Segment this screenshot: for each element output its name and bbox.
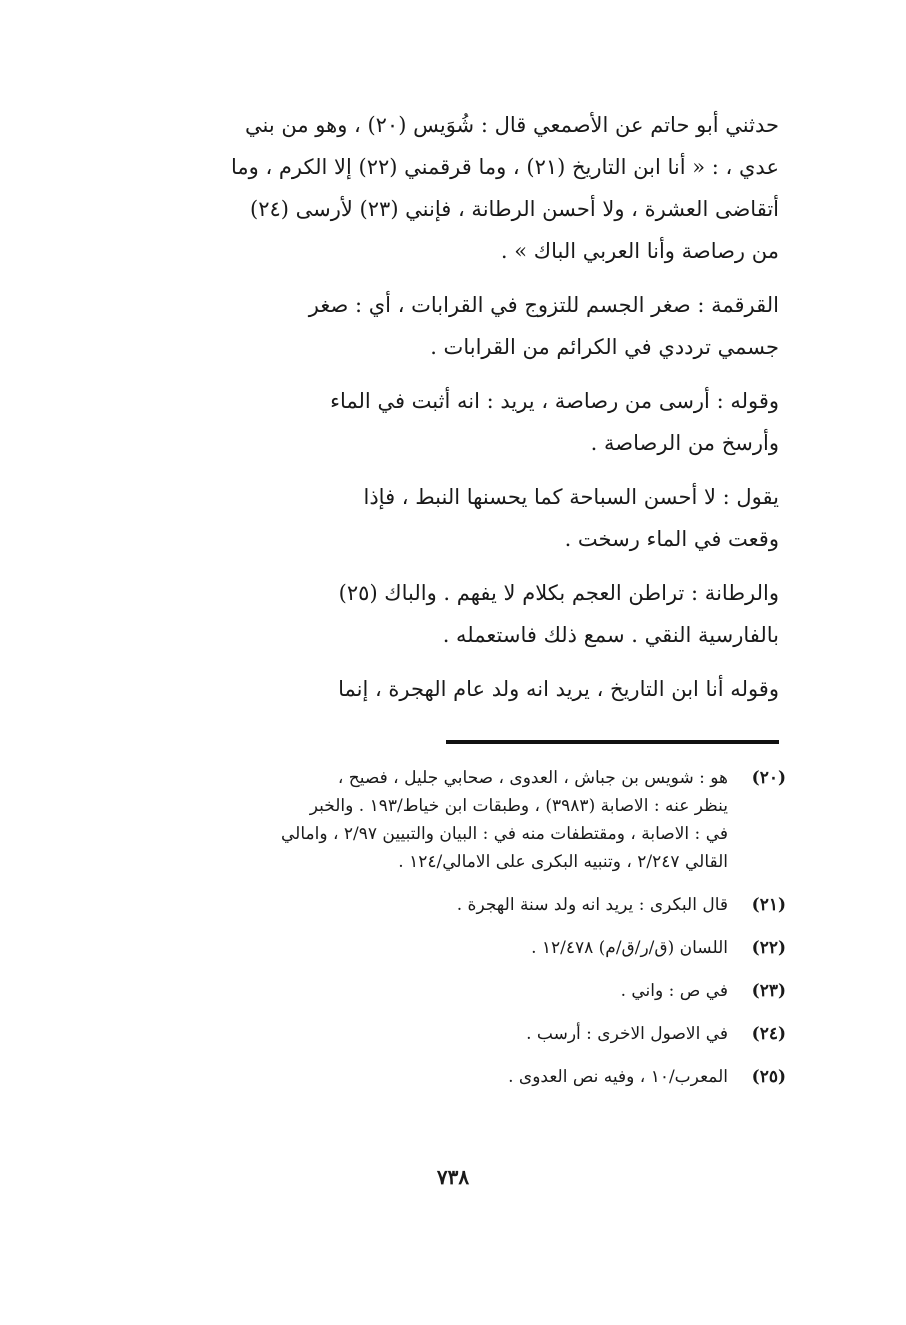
footnote [126,891,786,919]
page-number: ٧٣٨ [436,1165,470,1189]
footnote-number: (٢٣) [751,981,786,1001]
footnote-number: (٢٤) [751,1024,786,1044]
text-line: عدي ، : « أنا ابن التاريخ (٢١) ، وما قرقمني (٢٢) إلا الكرم ، وما [230,155,779,179]
footnote-text: المعرب/١٠ ، وفيه نص العدوى . [508,1067,728,1087]
text-line: بالفارسية النقي . سمع ذلك فاستعمله . [442,623,779,647]
footnote [126,764,786,876]
text-line: وقعت في الماء رسخت . [564,527,779,551]
text-line: وأرسخ من الرصاصة . [590,431,779,455]
footnote-number: (٢٠) [751,768,786,788]
paragraph [129,572,779,656]
paragraph [129,380,779,464]
paragraph [129,476,779,560]
footnote-text: في ص : واني . [620,981,728,1001]
text-line: حدثني أبو حاتم عن الأصمعي قال : شُوَيس (٢٠) ، وهو من بني [245,113,779,137]
footnote [126,1020,786,1048]
text-line: جسمي ترددي في الكرائم من القرابات . [430,335,779,359]
text-line: وقوله : أرسى من رصاصة ، يريد : انه أثبت في الماء [330,389,779,413]
footnote [126,977,786,1005]
footnote [126,1063,786,1091]
footnote-number: (٢٢) [751,938,786,958]
text-line: من رصاصة وأنا العربي الباك » . [500,239,779,263]
footnote-text: قال البكرى : يريد انه ولد سنة الهجرة . [456,895,728,915]
text-line: يقول : لا أحسن السباحة كما يحسنها النبط ، فإذا [363,485,779,509]
footnote-text: في الاصول الاخرى : أرسب . [526,1024,728,1044]
text-line: القرقمة : صغر الجسم للتزوج في القرابات ، أي : صغر [308,293,779,317]
paragraph [129,104,779,272]
footnote-number: (٢١) [751,895,786,915]
footnote-text: اللسان (ق/ر/ق/م) ١٢/٤٧٨ . [531,938,728,958]
text-line: أتقاضى العشرة ، ولا أحسن الرطانة ، فإنني (٢٣) لأرسى (٢٤) [250,197,779,221]
footnotes [126,764,786,1106]
footnote-divider [446,740,779,744]
paragraph [129,668,779,710]
footnote-text: هو : شويس بن جباش ، العدوى ، صحابي جليل ، فصيح ، ينظر عنه : الاصابة (٣٩٨٣) ، وطبقات ابن خياط/١٩٣ . والخبر في : الاصابة ، ومقتطفات منه في : البيان والتبيين ٢/٩٧ ، وامالي القالي ٢/٢٤٧ ، وتنبيه البكرى على الامالي/١٢٤ . [281,768,728,872]
main-text [129,104,779,722]
footnote [126,934,786,962]
text-line: والرطانة : تراطن العجم بكلام لا يفهم . والباك (٢٥) [338,581,779,605]
paragraph [129,284,779,368]
footnote-number: (٢٥) [751,1067,786,1087]
text-line: وقوله أنا ابن التاريخ ، يريد انه ولد عام الهجرة ، إنما [338,677,779,701]
